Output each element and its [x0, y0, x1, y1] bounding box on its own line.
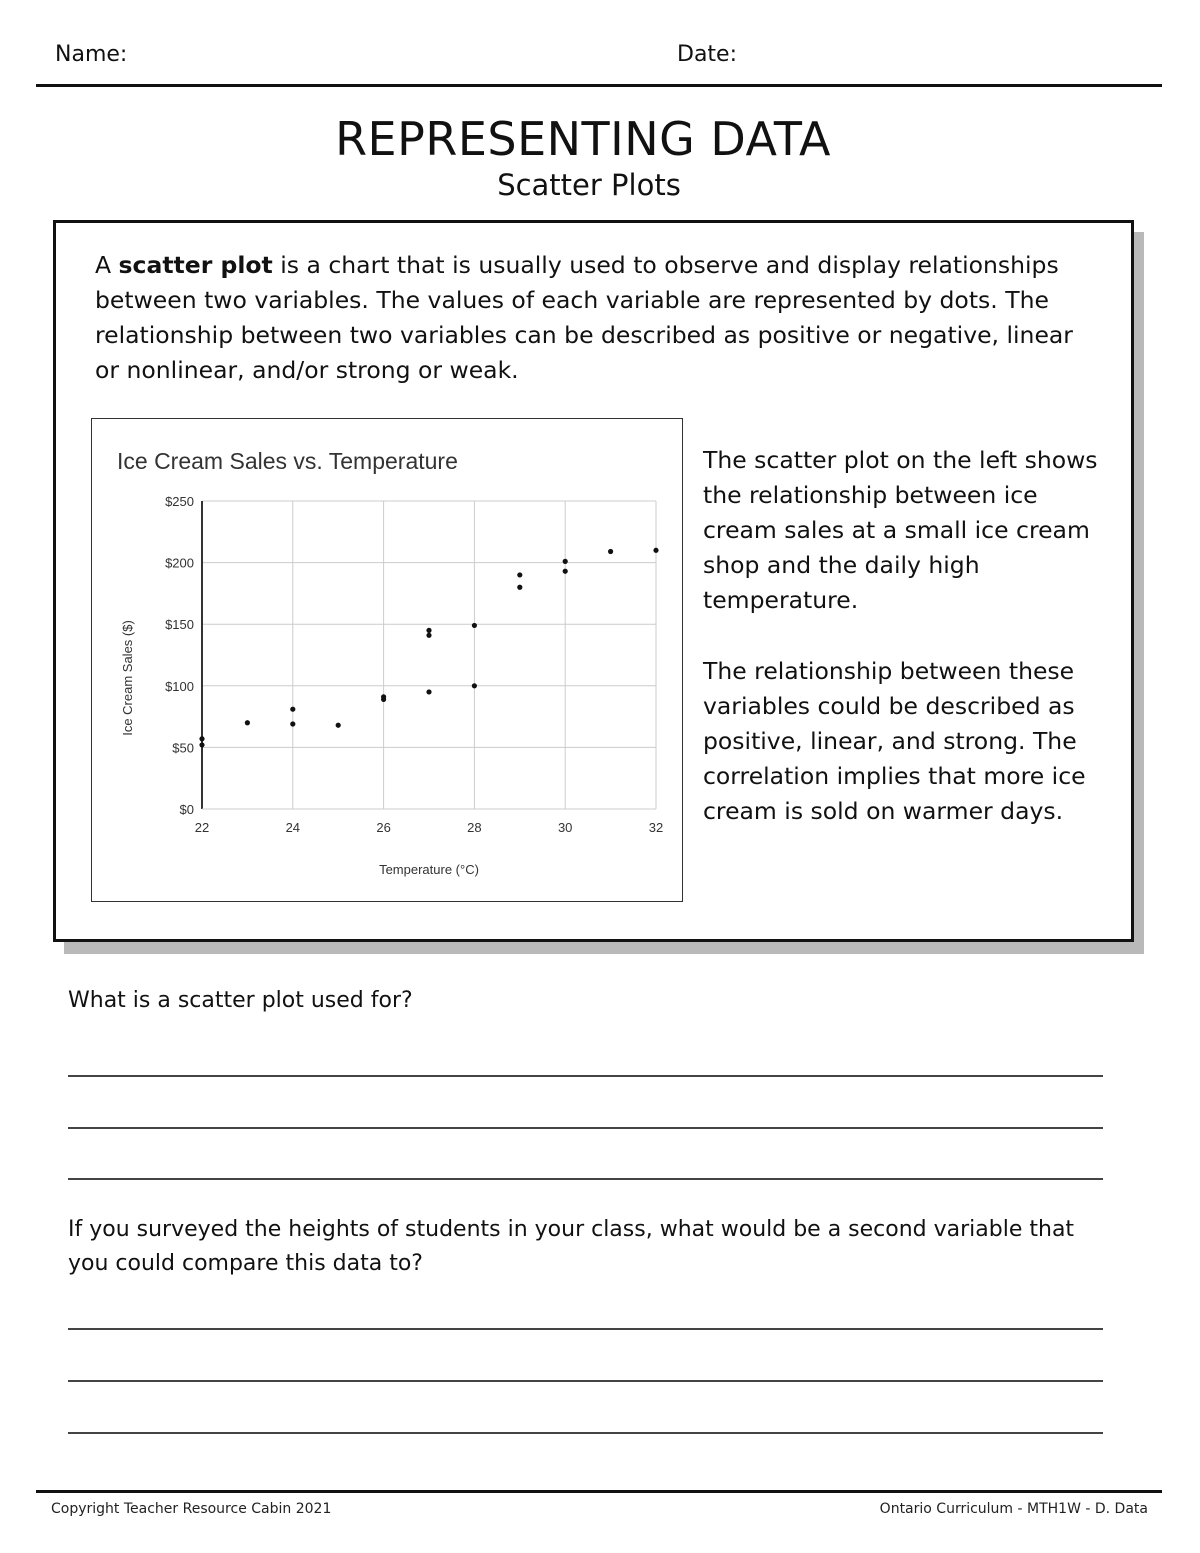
data-point — [517, 585, 522, 590]
y-axis-label: Ice Cream Sales ($) — [120, 620, 135, 736]
x-tick-label: 32 — [648, 820, 664, 835]
footer-curriculum: Ontario Curriculum - MTH1W - D. Data — [879, 1501, 1148, 1517]
name-label: Name: — [55, 42, 128, 67]
chart-axes — [202, 501, 656, 809]
chart-points — [199, 548, 658, 748]
y-tick-label: $250 — [165, 494, 194, 509]
chart-grid — [202, 501, 656, 809]
intro-body: is a chart that is usually used to observe and display relationships between two variables. The values of each variable are represented by dots. The relationship between two variables can be described as positive or negative, linear or nonlinear, and/or strong or weak. — [95, 251, 1073, 384]
y-tick-label: $150 — [165, 617, 194, 633]
page-title: REPRESENTING DATA — [335, 112, 831, 166]
answer-line[interactable] — [68, 1432, 1103, 1434]
question-2: If you surveyed the heights of students in your class, what would be a second variable that you could compare this data to? — [68, 1217, 1075, 1276]
data-point — [199, 742, 204, 747]
x-tick-label: 22 — [194, 820, 210, 835]
scatter-chart — [92, 419, 682, 901]
answer-line[interactable] — [68, 1380, 1103, 1382]
intro-term: scatter plot — [118, 251, 273, 279]
y-tick-label: $200 — [165, 555, 194, 571]
x-tick-label: 26 — [376, 820, 391, 835]
data-point — [245, 720, 250, 725]
chart-frame — [91, 418, 683, 902]
data-point — [472, 683, 477, 688]
footer-copyright: Copyright Teacher Resource Cabin 2021 — [51, 1501, 332, 1517]
chart-title: Ice Cream Sales vs. Temperature — [117, 448, 458, 474]
data-point — [517, 572, 522, 577]
data-point — [563, 569, 568, 574]
data-point — [290, 721, 295, 726]
data-point — [608, 549, 613, 554]
data-point — [426, 633, 431, 638]
data-point — [199, 736, 204, 741]
answer-line[interactable] — [68, 1127, 1103, 1129]
answer-line[interactable] — [68, 1178, 1103, 1180]
y-tick-label: $50 — [172, 740, 194, 756]
data-point — [653, 548, 658, 553]
chart-description-2: The relationship between these variables could be described as positive, linear, and strong. The correlation implies that more ice cream is sold on warmer days. — [703, 657, 1086, 825]
chart-description-1: The scatter plot on the left shows the relationship between ice cream sales at a small ice cream shop and the daily high temperature. — [703, 446, 1098, 614]
y-tick-labels — [165, 494, 194, 817]
x-axis-label: Temperature (°C) — [379, 862, 479, 877]
data-point — [336, 723, 341, 728]
intro-prefix: A — [95, 251, 119, 279]
x-tick-label: 24 — [285, 820, 301, 835]
x-tick-label: 30 — [557, 820, 573, 835]
y-tick-label: $0 — [179, 802, 194, 817]
x-tick-labels — [195, 820, 663, 835]
date-label: Date: — [677, 42, 737, 67]
intro-paragraph — [95, 248, 1095, 388]
y-tick-label: $100 — [165, 678, 194, 694]
data-point — [472, 623, 477, 628]
data-point — [381, 697, 386, 702]
data-point — [426, 689, 431, 694]
footer-rule — [36, 1490, 1162, 1493]
answer-line[interactable] — [68, 1328, 1103, 1330]
question-1: What is a scatter plot used for? — [68, 988, 413, 1013]
x-tick-label: 28 — [467, 820, 482, 835]
data-point — [290, 707, 295, 712]
answer-line[interactable] — [68, 1075, 1103, 1077]
data-point — [426, 628, 431, 633]
data-point — [563, 559, 568, 564]
page-subtitle: Scatter Plots — [497, 168, 681, 202]
header-rule — [36, 84, 1162, 87]
